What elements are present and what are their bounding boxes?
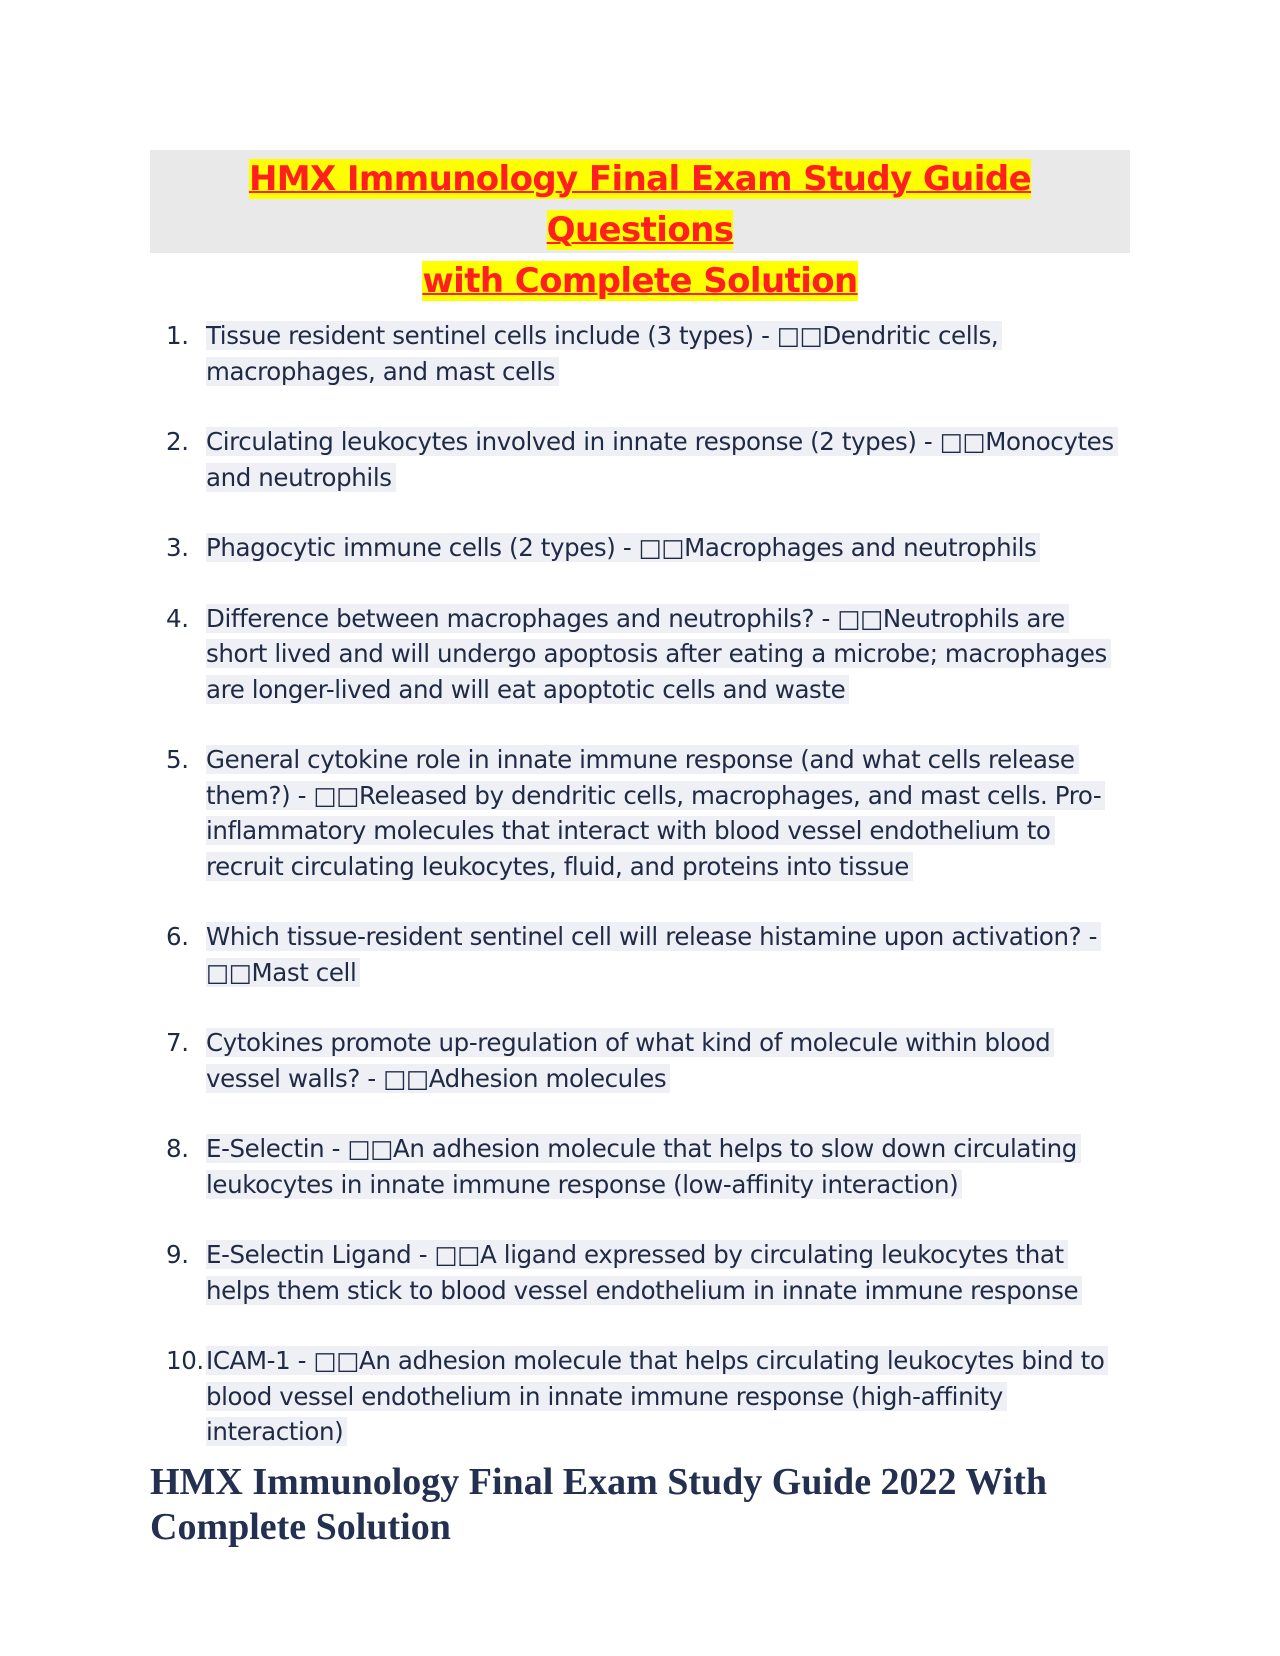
answer-marker-glyph: □□ <box>347 1134 393 1163</box>
question-item-6 <box>166 919 1126 990</box>
answer-text: Mast cell <box>251 957 357 987</box>
answer-text: A ligand expressed by circulating leukocytes that helps them stick to blood vessel endothelium in innate immune response <box>206 1240 1079 1305</box>
question-text: Tissue resident sentinel cells include (3 types) - <box>206 321 777 350</box>
question-text: E-Selectin - <box>206 1134 348 1163</box>
question-item-1 <box>166 318 1126 389</box>
answer-text: An adhesion molecule that helps circulating leukocytes bind to blood vessel endothelium in innate immune response (high-affinity interaction) <box>206 1346 1105 1446</box>
answer-marker-glyph: □□ <box>206 957 252 987</box>
answer-text: Adhesion molecules <box>428 1063 667 1093</box>
answer-text: Neutrophils are short lived and will undergo apoptosis after eating a microbe; macrophages are longer-lived and will eat apoptotic cells and waste <box>206 603 1107 704</box>
answer-text: Monocytes and neutrophils <box>206 427 1114 492</box>
answer-marker-glyph: □□ <box>434 1240 481 1269</box>
question-text: Which tissue-resident sentinel cell will release histamine upon activation? - <box>206 922 1098 951</box>
question-list <box>166 318 1126 1485</box>
question-item-3 <box>166 530 1126 566</box>
document-title-line-2: with Complete Solution <box>422 261 858 301</box>
question-number: 4. <box>166 603 189 633</box>
question-number: 10. <box>166 1346 204 1375</box>
question-number: 9. <box>166 1240 189 1269</box>
question-number: 7. <box>166 1028 189 1057</box>
answer-text: Dendritic cells, macrophages, and mast cells <box>206 321 999 386</box>
question-item-5 <box>166 742 1126 884</box>
question-text: Phagocytic immune cells (2 types) - <box>206 533 639 562</box>
answer-text: An adhesion molecule that helps to slow down circulating leukocytes in innate immune response (low-affinity interaction) <box>206 1134 1077 1199</box>
question-text: ICAM-1 - <box>206 1346 314 1375</box>
question-text: E-Selectin Ligand - <box>206 1240 435 1269</box>
document-title-line-1: HMX Immunology Final Exam Study Guide Questions <box>248 159 1032 250</box>
title-banner <box>150 150 1130 301</box>
question-number: 6. <box>166 922 189 951</box>
question-item-10 <box>166 1343 1126 1450</box>
question-item-7 <box>166 1025 1126 1096</box>
question-text: Circulating leukocytes involved in innate response (2 types) - <box>206 427 940 456</box>
answer-marker-glyph: □□ <box>313 1346 359 1375</box>
question-text: General cytokine role in innate immune response (and what cells release them?) - <box>206 745 1075 810</box>
answer-marker-glyph: □□ <box>383 1063 429 1093</box>
answer-text: Released by dendritic cells, macrophages, and mast cells. Pro-inflammatory molecules that interact with blood vessel endothelium to recruit circulating leukocytes, fluid, and proteins into tissue <box>206 780 1102 881</box>
question-item-2 <box>166 424 1126 495</box>
question-item-8 <box>166 1131 1126 1202</box>
answer-text: Macrophages and neutrophils <box>684 533 1037 562</box>
question-number: 3. <box>166 533 189 562</box>
answer-marker-glyph: □□ <box>313 780 359 810</box>
question-item-4 <box>166 601 1126 708</box>
question-number: 5. <box>166 745 189 774</box>
answer-marker-glyph: □□ <box>939 427 986 456</box>
question-text: Cytokines promote up-regulation of what kind of molecule within blood vessel walls? - <box>206 1028 1051 1093</box>
answer-marker-glyph: □□ <box>638 533 685 562</box>
answer-marker-glyph: □□ <box>776 321 823 350</box>
question-number: 1. <box>166 321 189 350</box>
footer-title: HMX Immunology Final Exam Study Guide 2022 With Complete Solution <box>150 1461 1048 1548</box>
question-text: Difference between macrophages and neutrophils? - <box>206 603 838 633</box>
question-number: 2. <box>166 427 189 456</box>
question-number: 8. <box>166 1134 189 1163</box>
answer-marker-glyph: □□ <box>837 603 883 633</box>
question-item-9 <box>166 1237 1126 1308</box>
